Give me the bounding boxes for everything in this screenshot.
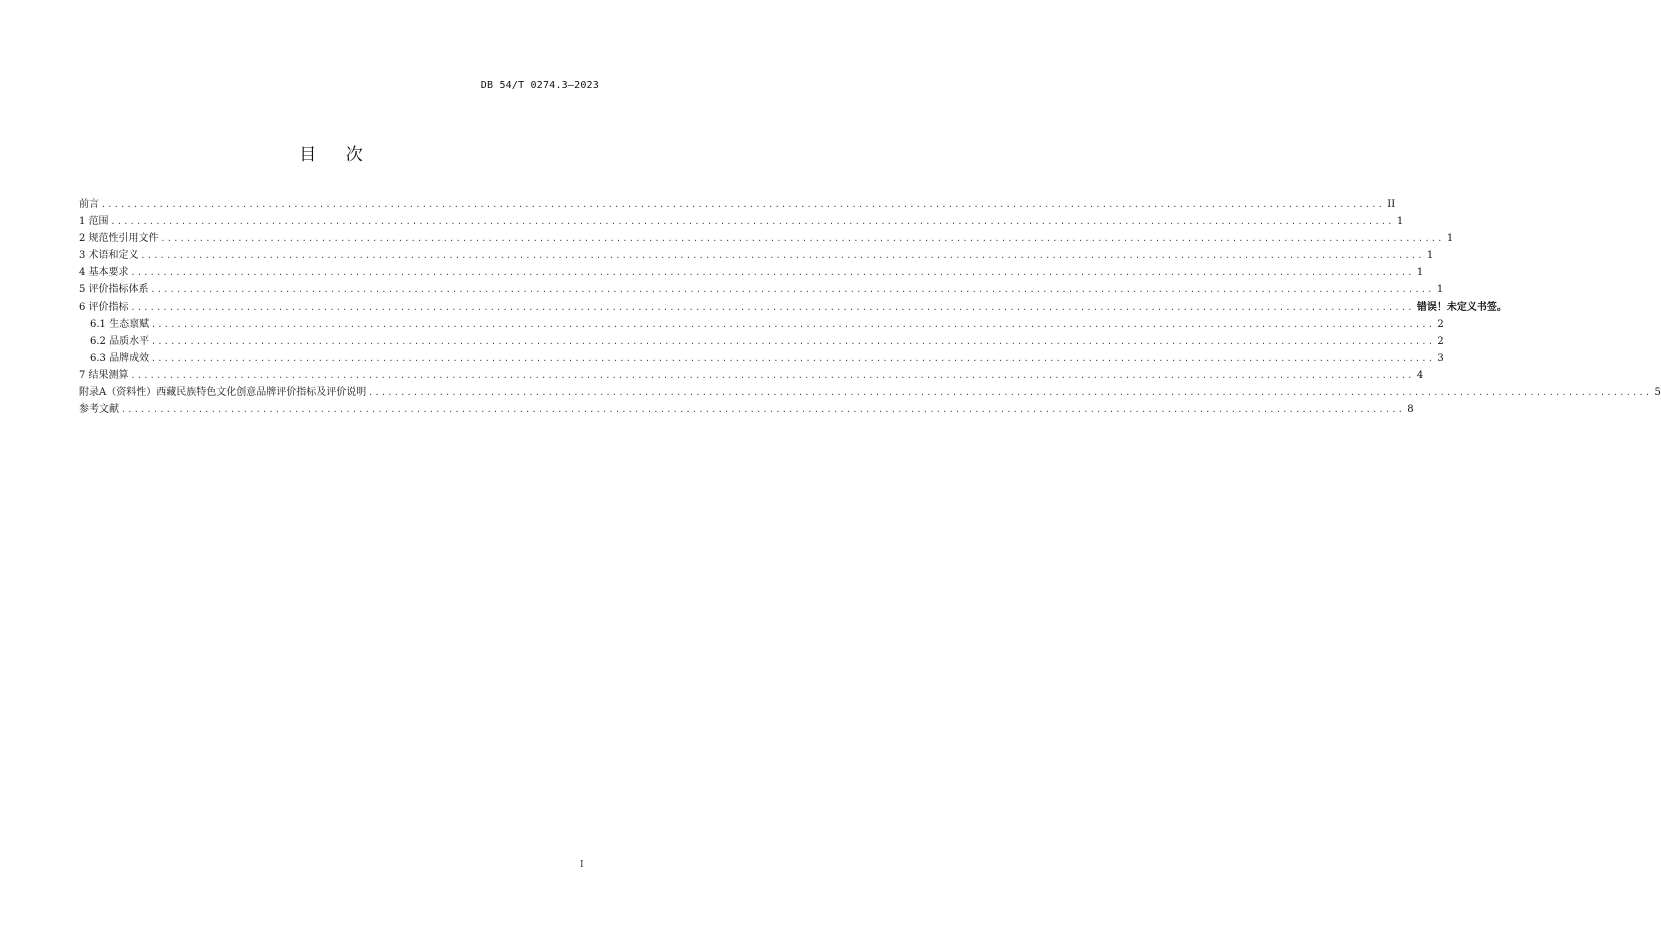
toc-entry-terms-definitions[interactable] [79,247,1434,264]
toc-entry-normative-references[interactable] [79,230,1454,247]
toc-entry-label: 6.3 品牌成效 [90,352,150,364]
toc-leader-dots: ........................................................................................................................................................................................................ [110,217,1394,227]
toc-entry-label: 6 评价指标 [79,301,129,313]
toc-entry-label: 前言 [79,199,99,210]
toc-leader-dots: ........................................................................................................................................................................................................ [130,370,1414,380]
toc-leader-dots: ........................................................................................................................................................................................................ [151,319,1435,329]
toc-entry-bibliography[interactable] [79,401,1414,418]
toc-entry-page: 1 [1436,284,1444,296]
toc-entry-label: 4 基本要求 [79,267,129,279]
toc-leader-dots: ........................................................................................................................................................................................................ [150,285,1434,295]
toc-leader-dots: ........................................................................................................................................................................................................ [121,405,1405,415]
toc-entry-scope[interactable] [79,213,1404,230]
toc-entry-page: 1 [1396,216,1404,228]
toc-leader-dots: ........................................................................................................................................................................................................ [130,302,1414,312]
toc-entry-indicators[interactable] [79,299,1507,316]
toc-leader-dots: ........................................................................................................................................................................................................ [151,353,1435,363]
toc-entry-page-error: 错误！未定义书签。 [1416,301,1507,313]
toc-title: 目 次 [299,145,375,165]
toc-leader-dots: ........................................................................................................................................................................................................ [151,336,1435,346]
toc-entry-foreword[interactable] [79,196,1396,213]
toc-leader-dots: ........................................................................................................................................................................................................ [160,234,1444,244]
toc-entry-label: 5 评价指标体系 [79,284,149,296]
page-number: I [580,860,584,870]
toc-entry-page: 4 [1416,369,1424,381]
toc-entry-appendix-a[interactable] [79,384,1661,401]
toc-entry-label: 6.2 品质水平 [90,335,150,347]
toc-entry-page: II [1387,199,1396,210]
toc-entry-label: 参考文献 [79,404,119,416]
toc-entry-label: 3 术语和定义 [79,250,139,262]
toc-entry-page: 8 [1407,404,1414,416]
toc-leader-dots: ........................................................................................................................................................................................................ [101,200,1385,209]
toc-entry-label: 2 规范性引用文件 [79,233,159,245]
toc-entry-page: 2 [1437,318,1444,330]
toc-entry-label: 附录A（资料性）西藏民族特色文化创意品牌评价指标及评价说明 [79,387,367,399]
toc-leader-dots: ........................................................................................................................................................................................................ [130,268,1414,278]
toc-entry-result-calculation[interactable] [79,367,1424,384]
toc-entry-page: 2 [1437,335,1444,347]
toc-entry-basic-requirements[interactable] [79,264,1424,281]
toc-leader-dots: ........................................................................................................................................................................................................ [368,388,1652,398]
toc-entry-page: 1 [1426,250,1434,262]
toc-entry-label: 6.1 生态禀赋 [90,318,150,330]
toc-entry-ecological-endowment[interactable] [79,316,1444,333]
toc-entry-page: 1 [1416,267,1424,279]
document-identifier: DB 54/T 0274.3—2023 [480,80,599,91]
toc-entry-indicator-system[interactable] [79,281,1444,298]
table-of-contents [79,196,1661,418]
toc-leader-dots: ........................................................................................................................................................................................................ [140,251,1424,261]
toc-entry-page: 1 [1446,233,1454,245]
toc-entry-brand-effectiveness[interactable] [79,350,1444,367]
toc-entry-page: 5 [1654,387,1661,399]
toc-entry-quality-level[interactable] [79,333,1444,350]
toc-entry-page: 3 [1437,352,1444,364]
toc-entry-label: 1 范围 [79,216,109,228]
toc-entry-label: 7 结果测算 [79,369,129,381]
